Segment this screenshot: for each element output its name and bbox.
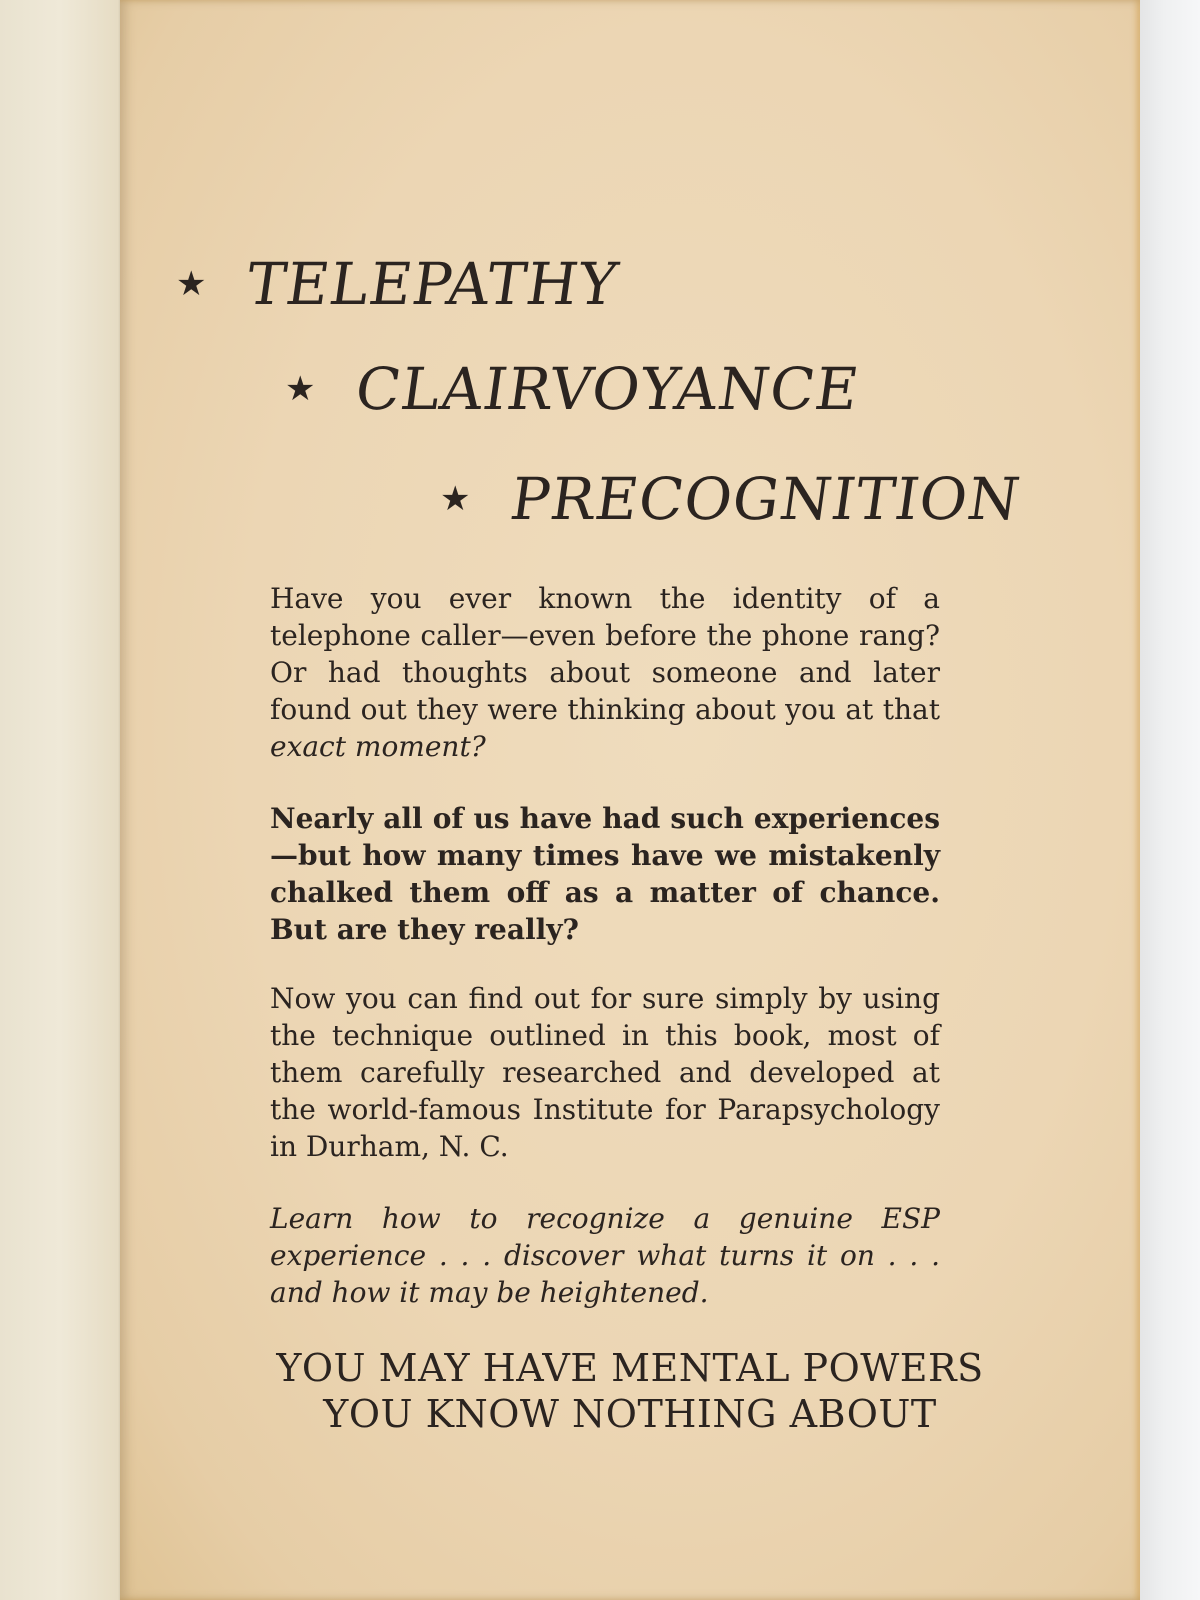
paragraph-intro-emphasis: exact moment? <box>270 730 486 763</box>
footer-line-1: YOU MAY HAVE MENTAL POWERS <box>276 1346 984 1390</box>
paragraph-bold: Nearly all of us have had such experiences—but how many times have we mistakenly chalked them off as a matter of chance. But are they really? <box>270 802 940 946</box>
background-surface <box>1140 0 1200 1600</box>
heading-label: CLAIRVOYANCE <box>351 355 865 423</box>
book-page <box>120 0 1140 1600</box>
heading-label: TELEPATHY <box>242 250 624 318</box>
heading-clairvoyance <box>285 355 865 423</box>
paragraph-italic: Learn how to recognize a genuine ESP experience . . . discover what turns it on . . . and how it may be heightened. <box>270 1202 940 1309</box>
heading-precognition <box>440 465 1026 533</box>
footer-tagline <box>200 1345 1060 1437</box>
star-icon: ★ <box>176 264 208 304</box>
footer-line-2: YOU KNOW NOTHING ABOUT <box>323 1392 937 1436</box>
paragraph-intro-text: Have you ever known the identity of a telephone caller—even before the phone rang? Or had thoughts about someone and later found out they were thinking about you at that <box>270 582 940 726</box>
paragraph-technique: Now you can find out for sure simply by using the technique outlined in this book, most of them carefully researched and developed at the world-famous Institute for Parapsychology in Durham, N. C. <box>270 982 940 1163</box>
star-icon: ★ <box>285 369 317 409</box>
heading-telepathy <box>176 250 624 318</box>
heading-label: PRECOGNITION <box>506 465 1026 533</box>
paragraph-intro <box>270 580 940 765</box>
star-icon: ★ <box>440 479 472 519</box>
